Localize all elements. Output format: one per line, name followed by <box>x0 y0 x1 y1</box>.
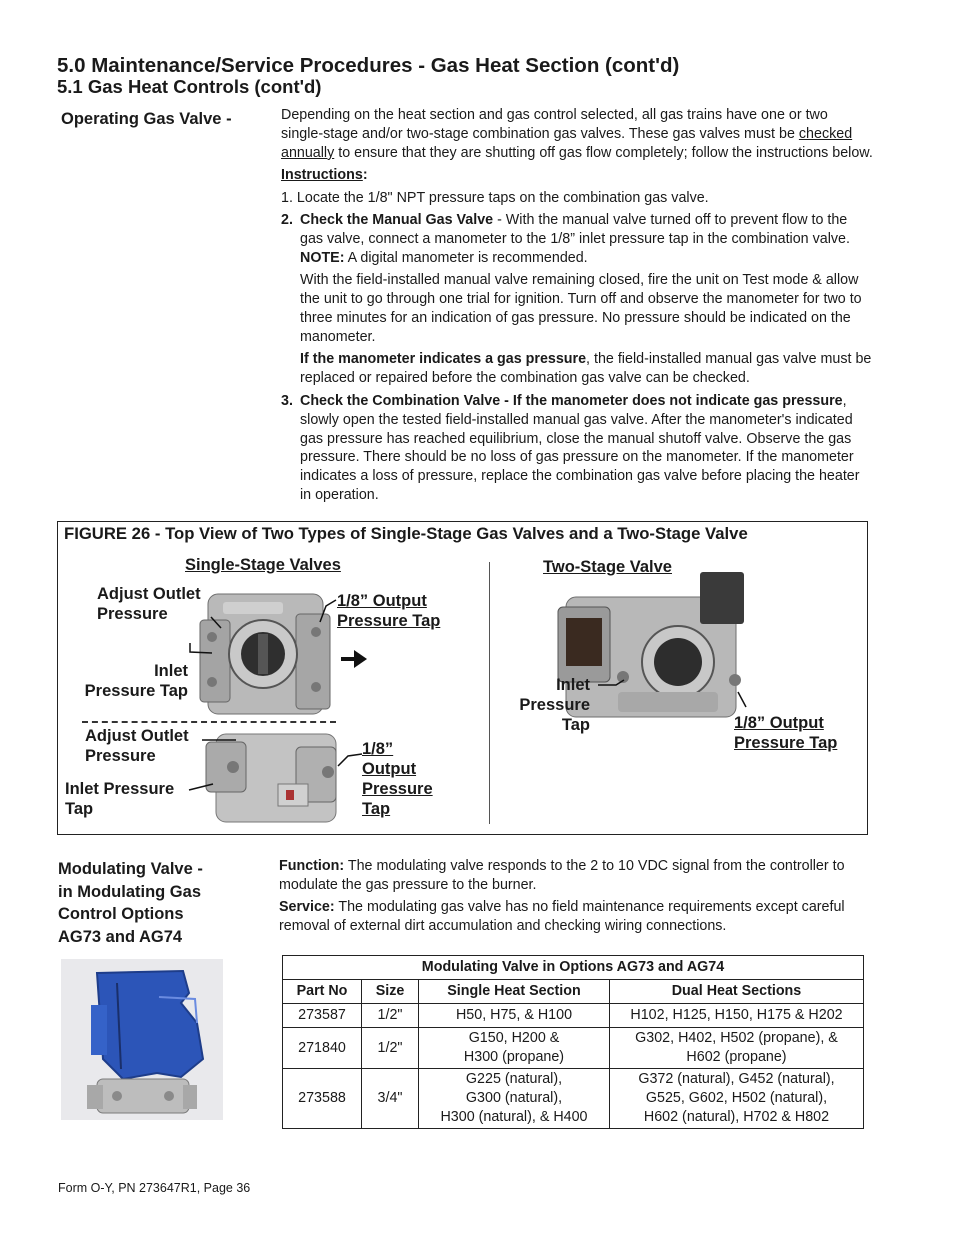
v3-output-pressure-tap-label: 1/8” Output Pressure Tap <box>734 714 838 752</box>
modulating-valve-image <box>61 959 223 1120</box>
modulating-valve-body <box>279 857 873 939</box>
table-cell: G372 (natural), G452 (natural), G525, G602, H502 (natural), H602 (natural), H702 & H802 <box>610 1069 864 1129</box>
modulating-valve-heading: Modulating Valve - in Modulating Gas Control Options AG73 and AG74 <box>58 860 203 946</box>
single-stage-heading: Single-Stage Valves <box>185 556 341 574</box>
table-cell: 271840 <box>283 1028 362 1069</box>
checked-annually-text: checked annually <box>281 125 853 161</box>
operating-gas-valve-body <box>281 106 873 505</box>
table-cell: 3/4" <box>362 1069 419 1129</box>
v2-inlet-pressure-tap-label: Inlet Pressure Tap <box>65 780 175 818</box>
figure-title: FIGURE 26 - Top View of Two Types of Single-Stage Gas Valves and a Two-Stage Valve <box>64 524 748 543</box>
right-arrow-icon <box>341 650 367 668</box>
operating-gas-valve-heading: Operating Gas Valve - <box>61 110 232 128</box>
table-header-row <box>283 980 864 1004</box>
step-1: 1. Locate the 1/8" NPT pressure taps on the combination gas valve. <box>281 189 709 206</box>
v2-output-pressure-tap-label: 1/8” Output Pressure Tap <box>362 740 433 818</box>
table-cell: H50, H75, & H100 <box>419 1004 610 1028</box>
v1-output-pressure-tap-label: 1/8” Output Pressure Tap <box>337 592 441 630</box>
table-cell: G150, H200 & H300 (propane) <box>419 1028 610 1069</box>
table-cell: G225 (natural), G300 (natural), H300 (natural), & H400 <box>419 1069 610 1129</box>
page-footer: Form O-Y, PN 273647R1, Page 36 <box>58 1181 251 1195</box>
table-caption: Modulating Valve in Options AG73 and AG74 <box>283 956 864 980</box>
single-stage-valve-1-image <box>200 594 330 714</box>
step-2-paragraph-2: With the field-installed manual valve remaining closed, fire the unit on Test mode & allow the unit to go through one trial for ignition. Turn off and observe the manometer for two to three minutes for an indication of gas pressure. No pressure should be indicated on the manometer. <box>300 272 862 345</box>
v2-adjust-outlet-label: Adjust Outlet Pressure <box>85 727 189 765</box>
v3-inlet-pressure-tap-label: Inlet Pressure Tap <box>519 676 590 734</box>
section-subtitle: 5.1 Gas Heat Controls (cont'd) <box>57 76 322 97</box>
table-row <box>283 1004 864 1028</box>
service-paragraph: Service: The modulating gas valve has no field maintenance requirements except careful removal of external dirt accumulation and checking wiring connections. <box>279 899 845 934</box>
page-title: 5.0 Maintenance/Service Procedures - Gas Heat Section (cont'd) <box>57 54 680 77</box>
step-2: 2. Check the Manual Gas Valve - With the manual valve turned off to prevent flow to the gas valve, connect a manometer to the 1/8” inlet pressure tap in the combination valve. NOTE: A digital manometer is recommended. With the field-installed manual valve remaining closed, fire the unit on Test mode & allow the unit to go through one trial for ignition. Turn off and observe the manometer for two to three minutes for an indication of gas pressure. No pressure should be indicated on the manometer. If the manometer indicates a gas pressure, the field-installed manual gas valve must be replaced or repaired before the combination gas valve can be checked. <box>281 212 872 387</box>
table-cell: H102, H125, H150, H175 & H202 <box>610 1004 864 1028</box>
figure-26 <box>57 521 868 835</box>
column-header: Part No <box>283 980 362 1004</box>
intro-paragraph: Depending on the heat section and gas control selected, all gas trains have one or two single-stage and/or two-stage combination gas valves. These gas valves must be checked annually to ensure that they are shutting off gas flow completely; follow the instructions below. <box>281 107 873 161</box>
table-cell: 1/2" <box>362 1004 419 1028</box>
two-stage-heading: Two-Stage Valve <box>543 558 672 576</box>
single-stage-valve-2-image <box>206 734 336 822</box>
column-header: Dual Heat Sections <box>610 980 864 1004</box>
v1-inlet-pressure-tap-label: Inlet Pressure Tap <box>84 662 188 700</box>
table-cell: G302, H402, H502 (propane), & H602 (propane) <box>610 1028 864 1069</box>
modulating-valve-table <box>282 955 864 1129</box>
step-2-paragraph-3: If the manometer indicates a gas pressure, the field-installed manual gas valve must be replaced or repaired before the combination gas valve can be checked. <box>300 351 872 387</box>
table-row <box>283 1069 864 1129</box>
function-paragraph: Function: The modulating valve responds to the 2 to 10 VDC signal from the controller to modulate the gas pressure to the burner. <box>279 858 845 893</box>
column-header: Single Heat Section <box>419 980 610 1004</box>
v1-adjust-outlet-label: Adjust Outlet Pressure <box>97 585 201 623</box>
table-cell: 1/2" <box>362 1028 419 1069</box>
table-row <box>283 1028 864 1069</box>
table-cell: 273587 <box>283 1004 362 1028</box>
column-header: Size <box>362 980 419 1004</box>
table-cell: 273588 <box>283 1069 362 1129</box>
instructions-label: Instructions: <box>281 167 368 184</box>
step-3: 3. Check the Combination Valve - If the manometer does not indicate gas pressure, slowly open the tested field-installed manual gas valve. After the manometer's indicated gas pressure has reached equilibrium, close the manual shutoff valve. Observe the gas pressure. There should be no loss of gas pressure on the manometer. If the manometer indicates a loss of pressure, replace the combination gas valve before placing the heater in operation. <box>281 392 860 504</box>
